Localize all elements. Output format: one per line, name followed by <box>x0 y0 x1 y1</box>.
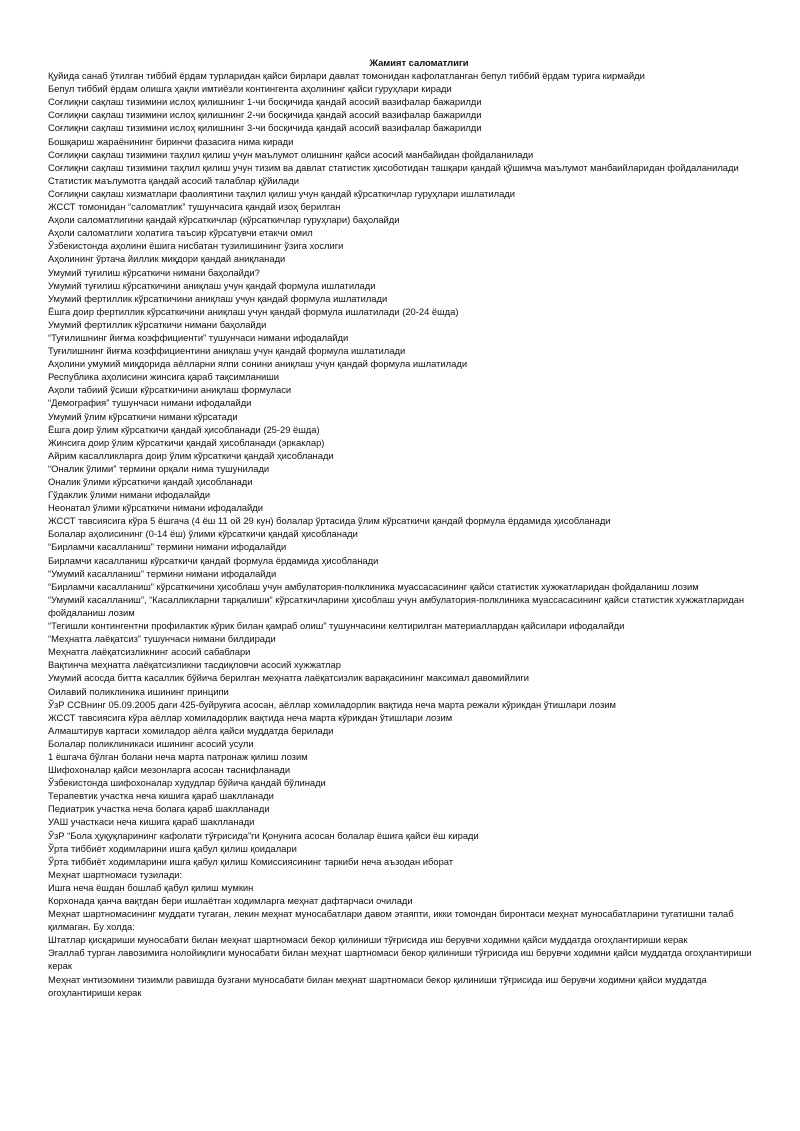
question-line: “Меҳнатга лаёқатсиз” тушунчаси нимани билдиради <box>48 633 276 645</box>
question-list <box>48 69 760 999</box>
question-line: Статистик маълумотга қандай асосий талаблар қўйилади <box>48 174 299 186</box>
question-line: “Демография” тушунчаси нимани ифодалайди <box>48 397 252 409</box>
question-line: Меҳнатга лаёқатсизликнинг асосий сабаблари <box>48 646 251 658</box>
question-line: ЖССТ тавсиясига кўра аёллар хомиладорлик вақтида неча марта кўрикдан ўтишлари лозим <box>48 711 453 723</box>
question-line: Жинсига доир ўлим кўрсаткичи қандай ҳисобланади (эркаклар) <box>48 436 325 448</box>
question-line: “Бирламчи касалланиш” термини нимани ифодалайди <box>48 541 287 553</box>
question-line: Корхонада қанча вақтдан бери ишлаётган ходимларга меҳнат дафтарчаси очилади <box>48 895 413 906</box>
question-line: Аҳоли саломатлигини қандай кўрсаткичлар (кўрсаткичлар гуруҳлари) баҳолайди <box>48 214 400 226</box>
question-line: Бошқариш жараёнининг биринчи фазасига нима киради <box>48 135 294 147</box>
question-line: ЎзР “Бола ҳуқуқларининг кафолати тўғрисида”ги Қонунига асосан болалар ёшига қайси ёш киради <box>48 829 479 841</box>
question-line: “Туғилишнинг йиғма коэффициенти” тушунчаси нимани ифодалайди <box>48 331 349 343</box>
question-line: Умумий ўлим кўрсаткичи нимани кўрсатади <box>48 410 238 422</box>
question-line: Неонатал ўлими кўрсаткичи нимани ифодалайди <box>48 502 263 514</box>
question-line: Бирламчи касалланиш кўрсаткичи қандай формула ёрдамида ҳисобланади <box>48 554 379 566</box>
question-line: ЖССТ томонидан “саломатлик” тушунчасига қандай изоҳ берилган <box>48 201 341 213</box>
question-line: Штатлар қисқариши муносабати билан меҳнат шартномаси бекор қилиниши тўғрисида иш берувчи ходимни қайси муддатда огоҳлантириши керак <box>48 934 688 946</box>
question-line: Меҳнат шартномаси тузилади: <box>48 868 183 880</box>
question-line: Ёшга доир ўлим кўрсаткичи қандай ҳисобланади (25-29 ёшда) <box>48 423 320 435</box>
question-line: Шифохоналар қайси мезонларга асосан таснифланади <box>48 764 291 776</box>
question-line: Туғилишнинг йиғма коэффициентини аниқлаш учун қандай формула ишлатилади <box>48 345 406 357</box>
question-line: УАШ участкаси неча кишига қараб шаклланади <box>48 816 255 828</box>
question-line: “Умумий касалланиш”, “Касалликларни тарқалиши” кўрсаткичларини ҳисоблаш учун амбулатория-полклиника муассасасининг қайси статистик хужжатларидан фойдаланиш лозим <box>48 593 745 618</box>
document-title: Жамият саломатлиги <box>369 57 469 68</box>
question-line: Ишга неча ёшдан бошлаб қабул қилиш мумкин <box>48 881 254 893</box>
question-line: “Оналик ўлими” термини орқали нима тушунилади <box>48 462 270 474</box>
question-line: Ўзбекистонда аҳолини ёшига нисбатан тузилишининг ўзига хослиги <box>48 240 344 252</box>
question-line: Бепул тиббий ёрдам олишга ҳақли имтиёзли контингента аҳолининг қайси гуруҳлари киради <box>48 83 452 95</box>
question-line: Болалар поликлиникаси ишининг асосий усули <box>48 737 254 749</box>
question-line: “Бирламчи касалланиш” кўрсаткичини ҳисоблаш учун амбулатория-полклиника муассасасининг қайси статистик хужжатларидан фойдаланиш лозим <box>48 580 699 592</box>
question-line: Аҳолининг ўртача йиллик миқдори қандай аниқланади <box>48 253 286 265</box>
question-line: Республика аҳолисини жинсига қараб тақсимланиши <box>48 371 280 383</box>
question-line: Айрим касалликларга доир ўлим кўрсаткичи қандай ҳисобланади <box>48 449 334 461</box>
question-line: Ёшга доир фертиллик кўрсаткичини аниқлаш учун қандай формула ишлатилади (20-24 ёшда) <box>48 305 459 317</box>
question-line: Гўдаклик ўлими нимани ифодалайди <box>48 489 211 501</box>
question-line: Умумий туғилиш кўрсаткичини аниқлаш учун қандай формула ишлатилади <box>48 279 376 291</box>
question-line: Умумий асосда битта касаллик бўйича берилган меҳнатга лаёқатсизлик варақасининг максимал давомийлиги <box>48 672 529 684</box>
question-line: Соғлиқни сақлаш тизимини ислоҳ қилишнинг 3-чи босқичида қандай асосий вазифалар бажарилди <box>48 122 482 134</box>
question-line: ЖССТ тавсиясига кўра 5 ёшгача (4 ёш 11 ой 29 кун) болалар ўртасида ўлим кўрсаткичи қандай формула ёрдамида ҳисобланади <box>48 515 611 527</box>
question-line: Аҳоли табиий ўсиши кўрсаткичини аниқлаш формуласи <box>48 384 292 396</box>
question-line: 1 ёшгача бўлган болани неча марта патронаж қилиш лозим <box>48 750 308 762</box>
question-line: Соғлиқни сақлаш тизимини ислоҳ қилишнинг 2-чи босқичида қандай асосий вазифалар бажарилди <box>48 109 482 121</box>
document-page <box>48 56 760 999</box>
question-line: Алмаштирув картаси хомиладор аёлга қайси муддатда берилади <box>48 724 334 736</box>
question-line: Қуйида санаб ўтилган тиббий ёрдам турларидан қайси бирлари давлат томонидан кафолатланган бепул тиббий ёрдам турига кирмайди <box>48 70 645 82</box>
question-line: Ўрта тиббиёт ходимларини ишга қабул қилиш қоидалари <box>48 842 297 854</box>
question-line: Ўзбекистонда шифохоналар худудлар бўйича қандай бўлинади <box>48 777 326 789</box>
question-line: “Умумий касалланиш” термини нимани ифодалайди <box>48 567 277 579</box>
question-line: Терапевтик участка неча кишига қараб шаклланади <box>48 790 274 802</box>
question-line: Аҳолини умумий миқдорида аёлларни ялпи сонини аниқлаш учун қандай формула ишлатилади <box>48 358 468 370</box>
question-line: Меҳнат интизомини тизимли равишда бузгани муносабати билан меҳнат шартномаси бекор қилиниши тўғрисида иш берувчи ходимни қайси муддатда огоҳлантириши керак <box>48 973 707 998</box>
question-line: Меҳнат шартномасининг муддати тугаган, лекин меҳнат муносабатлари давом этаяпти, икки томондан биронтаси меҳнат муносабатларини тугатишни талаб қилмаган. Бу холда: <box>48 908 734 933</box>
question-line: Вақтинча меҳнатга лаёқатсизликни тасдиқловчи асосий хужжатлар <box>48 659 341 671</box>
question-line: Болалар аҳолисининг (0-14 ёш) ўлими кўрсаткичи қандай ҳисобланади <box>48 528 358 540</box>
question-line: Ўрта тиббиёт ходимларини ишга қабул қилиш Комиссиясининг таркиби неча аъзодан иборат <box>48 855 454 867</box>
question-line: ЎзР ССВнинг 05.09.2005 даги 425-буйруғига асосан, аёллар хомиладорлик вақтида неча марта режали кўрикдан ўтишлари лозим <box>48 698 616 710</box>
question-line: Аҳоли саломатлиги холатига таъсир кўрсатувчи етакчи омил <box>48 227 313 239</box>
question-line: Эгаллаб турган лавозимига нолойиқлиги муносабати билан меҳнат шартномаси бекор қилиниши тўғрисида иш берувчи ходимни қайси муддатда огоҳлантириши керак <box>48 947 752 972</box>
question-line: Оилавий поликлиника ишининг принципи <box>48 685 229 697</box>
question-line: Умумий фертиллик кўрсаткичи нимани баҳолайди <box>48 318 267 330</box>
question-line: Умумий фертиллик кўрсаткичини аниқлаш учун қандай формула ишлатилади <box>48 292 388 304</box>
question-line: Соғлиқни сақлаш хизматлари фаолиятини таҳлил қилиш учун қандай кўрсаткичлар гуруҳлари ишлатилади <box>48 187 516 199</box>
question-line: Соғлиқни сақлаш тизимини ислоҳ қилишнинг 1-чи босқичида қандай асосий вазифалар бажарилди <box>48 96 482 108</box>
question-line: Умумий туғилиш кўрсаткичи нимани баҳолайди? <box>48 266 260 278</box>
question-line: Соғлиқни сақлаш тизимини таҳлил қилиш учун маълумот олишнинг қайси асосий манбайидан фойдаланилади <box>48 148 534 160</box>
question-line: Педиатрик участка неча болага қараб шаклланади <box>48 803 270 815</box>
question-line: “Тегишли контингентни профилактик кўрик билан қамраб олиш” тушунчасини келтирилган материаллардан қайсилари ифодалайди <box>48 620 625 632</box>
question-line: Соғлиқни сақлаш тизимини таҳлил қилиш учун тизим ва давлат статистик ҳисоботидан ташқари қандай қўшимча маълумот манбаийларидан фойдаланилади <box>48 161 739 173</box>
question-line: Оналик ўлими кўрсаткичи қандай ҳисобланади <box>48 476 253 487</box>
